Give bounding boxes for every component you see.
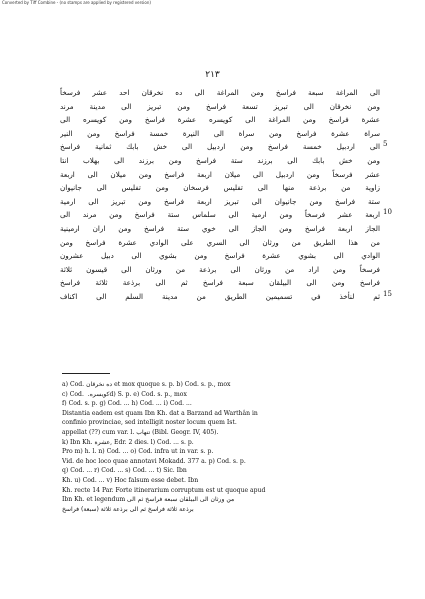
footnote-line: confinio provinciae, sed intelligit noster locum quem Ist. — [62, 419, 237, 427]
line-number: 15 — [383, 290, 392, 298]
footnote-line: Ibn Kh. et legendum من ورثان الى البيلقان سبعة فراسخ ثم الى — [62, 496, 235, 504]
footnote-line: Kh. u) Cod. ... v) Hoc falsum esse debet. Ibn — [62, 476, 199, 484]
body-line: الى اردبيل خمسة فراسخ ومن اردبيل الى خش بابك ثمانية فراسخ — [60, 142, 380, 152]
footnote-line: k) Ibn Kh. عشرة, Edr. 2 dies. l) Cod. ... s. p. — [62, 438, 194, 446]
body-line: ثم لنأخذ في تسميمين الطريق من مدينة السلم الى اكناف — [60, 291, 380, 301]
body-line: الوادي الى بشوي عشرة فراسخ ومن بشوي الى دبيل عشرون — [60, 251, 380, 261]
footnote-line: Vid. de hoc loco quae annotavi Mokadd. 377 a. p) Cod. s. p. — [62, 457, 246, 465]
line-number: 10 — [383, 208, 392, 217]
footnote-line: Pro m) h. l. n) Cod. ... o) Cod. infra ut in var. s. p. — [62, 448, 214, 456]
body-line: ستة فراسخ ومن جانيوان الى تبريز اربعة فراسخ ومن تبريز الى ارمية — [60, 196, 380, 206]
footnote-rule — [62, 373, 110, 374]
footnote-line: Kh. recte 14 Par. Forte itinerarium corruptum est ut quoque apud — [62, 486, 266, 494]
body-line: من هذا الطريق من ورثان الى السري على الوادي عشرة فراسخ ومن — [60, 237, 380, 247]
arabic-main-text — [60, 86, 380, 304]
footnote-line: Distantia eadem est quam Ibn Kh. dat a Barzand ad Warthân in — [62, 409, 258, 417]
footnote-line: appellat (??) cum var. l. تنهاب (Bibl. Geogr. IV, 405). — [62, 428, 219, 436]
body-line: ومن خش بابك الى برزند ستة فراسخ ومن برزند الى بهلاب انتا — [60, 155, 380, 165]
page-number: ٢١٣ — [205, 70, 220, 80]
converter-banner: Converted by Tiff Combine - (no stamps are applied by registered version) — [2, 0, 151, 5]
body-line: عشرة فراسخ ومن المراغة الى كويسره عشرة فراسخ ومن كويسره الى — [60, 115, 380, 125]
footnote-line: q) Cod. ... r) Cod. ... s) Cod. ... t) Sic. Ibn — [62, 467, 187, 475]
body-line: الى المراغة سبعة فراسخ ومن المراغة الى ده نخرقان احد عشر فرسخاً — [60, 88, 380, 97]
footnote-line: برذعة ثلاثة فراسخ ثم الى برذعة ثلاثة (سبعة) فراسخ — [62, 505, 194, 513]
footnote-line: f) Cod. s. p. g) Cod. ... h) Cod. ... i) Cod. ... — [62, 400, 192, 408]
body-line: فراسخ ومن الى البيلقان سبعة فراسخ ثم الى برذعة ثلاثة فراسخ — [60, 278, 380, 288]
footnote-line: a) Cod. ده نخرقان et mox quoque s. p. b) Cod. s. p., mox — [62, 381, 231, 388]
body-line: اربعة عشر فرسخاً ومن ارمية الى سلماس ستة فراسخ ومن مرند الى — [60, 210, 380, 220]
body-line: عشر فرسخاً ومن اردبيل الى ميلان اربعة فراسخ ومن ميلان الى اربعة — [60, 169, 380, 179]
body-line: فرسخاً ومن اراد من ورثان الى برذعة من ورثان الى قيسون ثلاثة — [60, 264, 380, 274]
body-line: سراة عشرة فراسخ ومن سراة الى النيرة خمسة فراسخ ومن النير — [60, 128, 380, 138]
footnotes — [62, 380, 380, 514]
line-number: 5 — [383, 140, 388, 149]
body-line: ومن نخرقان الى تبريز تسعة فراسخ ومن تبريز الى مدينة مرند — [60, 101, 380, 111]
body-line: زاوية من برذعة منها الى تفليس فرسخان ومن تفليس الى جانيوان — [60, 183, 380, 193]
footnote-line: c) Cod. کویسره. ‏d) S. p. e) Cod. s. p., mox — [62, 390, 187, 398]
body-line: الجاز اربعة فراسخ ومن الجاز الى خوي ستة فراسخ ومن اران ارمينية — [60, 223, 380, 233]
